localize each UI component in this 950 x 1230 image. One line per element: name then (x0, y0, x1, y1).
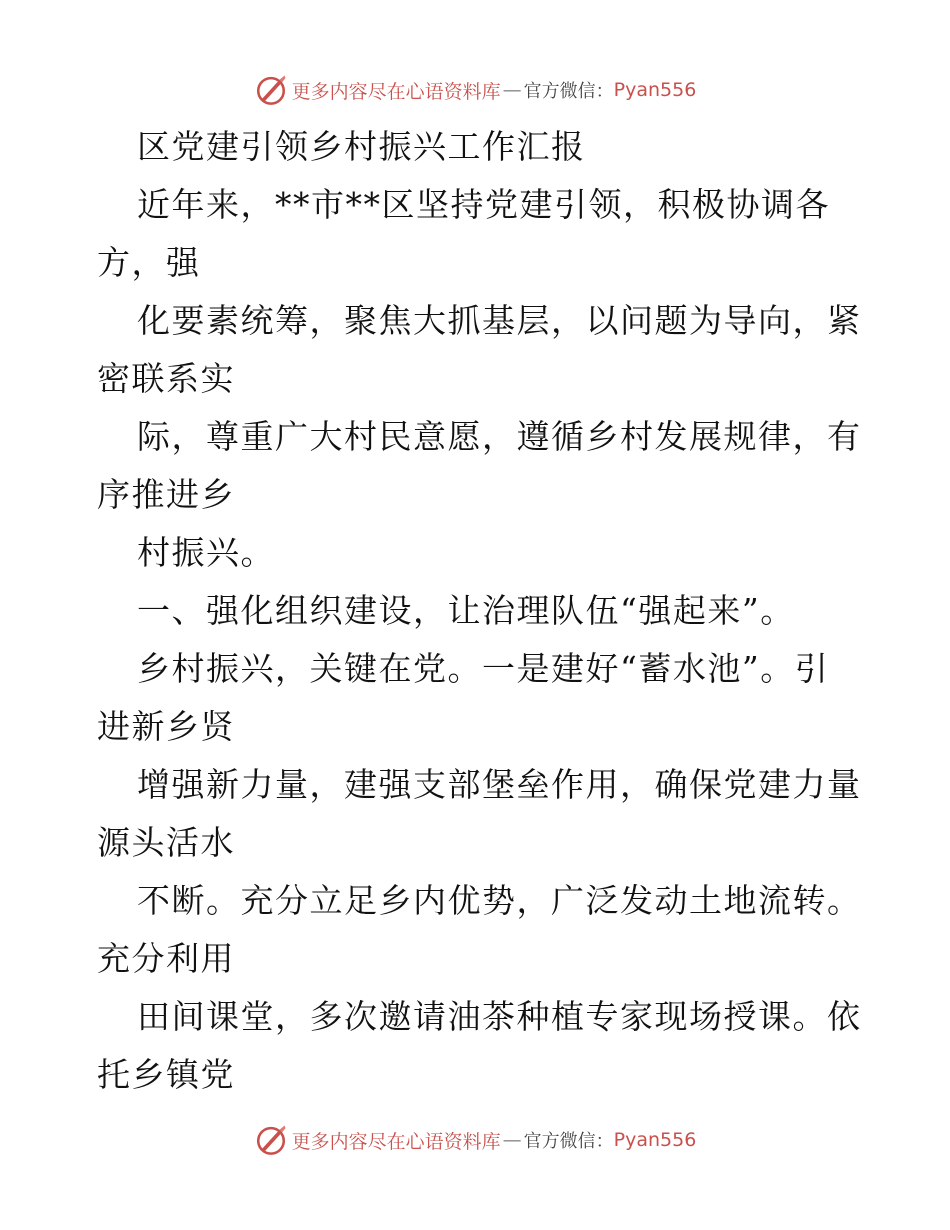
quill-pen-logo-icon (254, 73, 288, 107)
text-line: 区党建引领乡村振兴工作汇报 (137, 127, 586, 166)
text-line: 村振兴。 (137, 533, 275, 572)
watermark-text: 更多内容尽在心语资料库 (291, 80, 501, 103)
text-line: 田间课堂，多次邀请油茶种植专家现场授课。依 (137, 997, 862, 1036)
text-line: 充分利用 (97, 939, 235, 978)
text-line: 序推进乡 (97, 475, 235, 514)
watermark-banner-bottom (0, 1120, 950, 1160)
text-line: 源头活水 (97, 823, 235, 862)
text-line: 一、强化组织建设，让治理队伍“强起来”。 (137, 591, 795, 630)
text-line: 不断。充分立足乡内优势，广泛发动土地流转。 (137, 881, 862, 920)
quill-pen-logo-icon (254, 1123, 288, 1157)
text-line: 化要素统筹，聚焦大抓基层，以问题为导向，紧 (137, 301, 862, 340)
text-line: 密联系实 (97, 359, 235, 398)
text-line: 增强新力量，建强支部堡垒作用，确保党建力量 (137, 765, 862, 804)
watermark-banner-top (0, 70, 950, 110)
text-line: 进新乡贤 (97, 707, 235, 746)
watermark-separator: — (502, 1129, 522, 1151)
wechat-id: Pyan556 (613, 79, 697, 101)
watermark-separator: — (502, 79, 522, 101)
document-body (97, 118, 862, 1104)
wechat-label: 官方微信： (523, 81, 614, 102)
wechat-label: 官方微信： (523, 1131, 614, 1152)
text-line: 乡村振兴，关键在党。一是建好“蓄水池”。引 (137, 649, 830, 688)
text-line: 近年来，**市**区坚持党建引领，积极协调各 (137, 185, 830, 224)
text-line: 托乡镇党 (97, 1055, 235, 1094)
text-line: 际，尊重广大村民意愿，遵循乡村发展规律，有 (137, 417, 862, 456)
text-line: 方，强 (97, 243, 201, 282)
wechat-id: Pyan556 (613, 1129, 697, 1151)
watermark-text: 更多内容尽在心语资料库 (291, 1130, 501, 1153)
